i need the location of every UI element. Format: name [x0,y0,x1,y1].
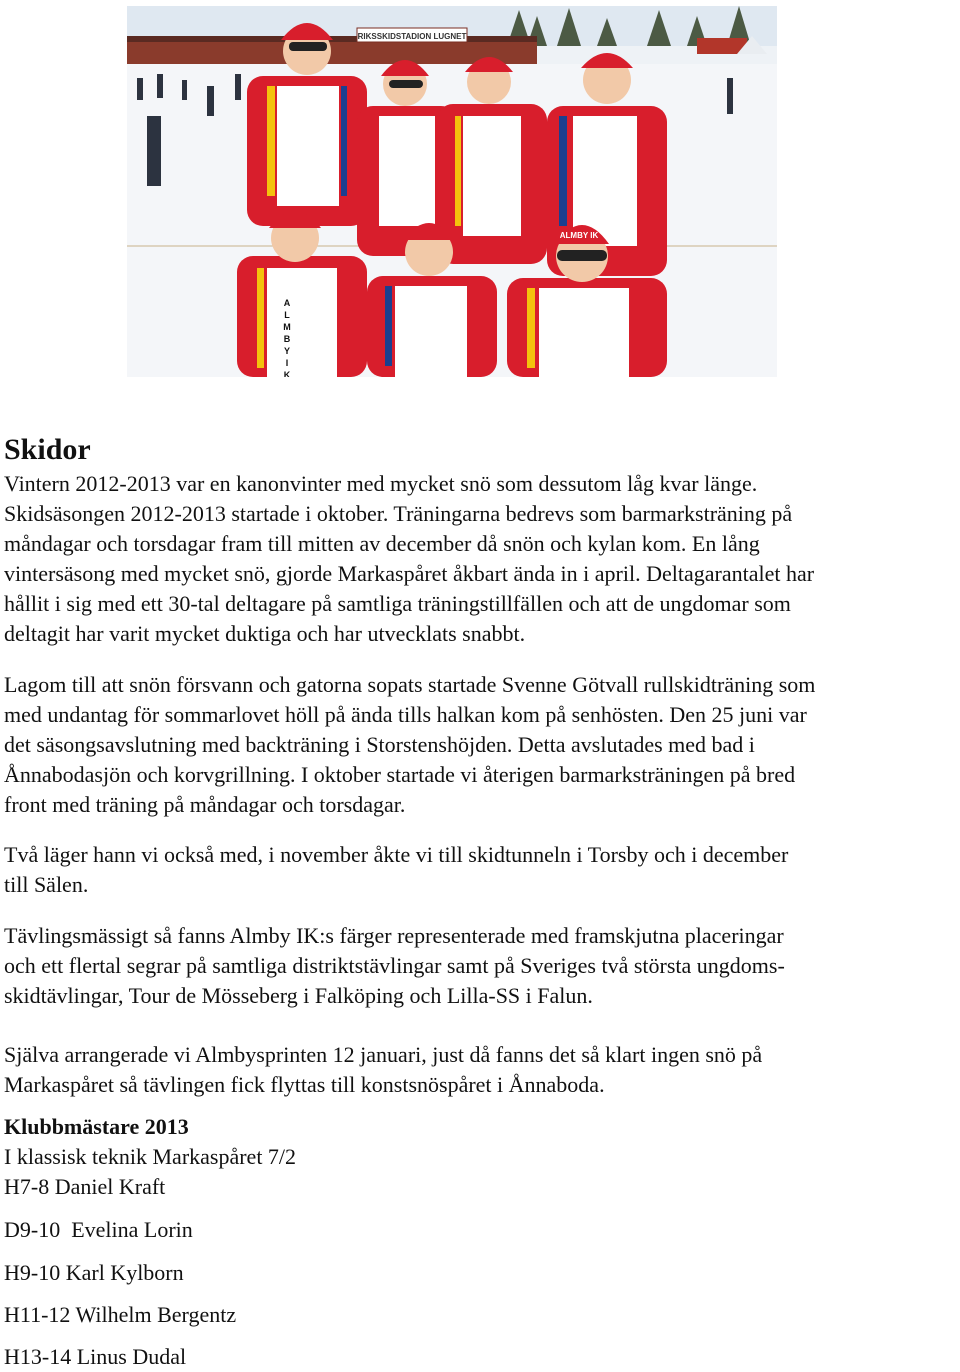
cap-text: ALMBY IK [559,231,599,240]
paragraph-5 [4,1040,762,1100]
club-subheading: I klassisk teknik Markaspåret 7/2 [4,1144,297,1169]
jacket-letter: Y [283,346,291,356]
text-line: deltagit har varit mycket duktiga och har utvecklats snabbt. [4,621,526,646]
text-line: det säsongsavslutning med backträning i Storstenshöjden. Detta avslutades med bad i [4,732,755,757]
jacket-letter: B [283,334,291,344]
text-line: front med träning på måndagar och torsdagar. [4,792,406,817]
result-item: H7-8 Daniel Kraft [4,1174,166,1199]
jacket-letter: A [283,298,291,308]
text-line: måndagar och torsdagar fram till mitten av december då snön och kylan kom. En lång [4,531,760,556]
text-line: Själva arrangerade vi Almbysprinten 12 januari, just då fanns det så klart ingen snö på [4,1042,763,1067]
text-line: med undantag för sommarlovet höll på ända tills halkan kom på senhösten. Den 25 juni var [4,702,807,727]
team-photo-icon [127,6,777,377]
paragraph-4 [4,921,785,1011]
text-line: hållit i sig med ett 30-tal deltagare på samtliga träningstillfällen och att de ungdomar som [4,591,791,616]
text-line: till Sälen. [4,872,89,897]
article-title-block [4,432,91,468]
result-item: D9-10 Evelina Lorin [4,1217,193,1242]
result-item: H13-14 Linus Dudal [4,1344,187,1369]
text-line: Markaspåret så tävlingen fick flyttas till konstsnöspåret i Ånnaboda. [4,1072,605,1097]
text-line: och ett flertal segrar på samtliga distriktstävlingar samt på Sveriges två största ungdoms- [4,953,785,978]
paragraph-2 [4,670,815,820]
result-item: H9-10 Karl Kylborn [4,1260,184,1285]
text-line: Ånnabodasjön och korvgrillning. I oktober startade vi återigen barmarksträningen på bred [4,762,796,787]
text-line: Skidsäsongen 2012-2013 startade i oktober. Träningarna bedrevs som barmarksträning på [4,501,793,526]
paragraph-3 [4,840,788,900]
jacket-letter: I [285,358,289,368]
result-item: H11-12 Wilhelm Bergentz [4,1302,237,1327]
text-line: Två läger hann vi också med, i november åkte vi till skidtunneln i Torsby och i december [4,842,789,867]
jacket-letter: K [283,370,291,377]
text-line: Vintern 2012-2013 var en kanonvinter med mycket snö som dessutom låg kvar länge. [4,471,758,496]
text-line: Tävlingsmässigt så fanns Almby IK:s färger representerade med framskjutna placeringar [4,923,784,948]
text-line: vintersäsong med mycket snö, gjorde Markaspåret åkbart ända in i april. Deltagarantalet har [4,561,815,586]
stadium-sign: RIKSSKIDSTADION LUGNET [357,32,467,41]
paragraph-1 [4,469,814,649]
text-line: skidtävlingar, Tour de Mösseberg i Falköping och Lilla-SS i Falun. [4,983,593,1008]
club-heading: Klubbmästare 2013 [4,1114,189,1139]
jacket-letter: M [283,322,291,332]
club-champions [4,1112,296,1172]
team-photo [127,6,777,377]
text-line: Lagom till att snön försvann och gatorna sopats startade Svenne Götvall rullskidträning som [4,672,816,697]
jacket-letter: L [284,310,290,320]
page-title: Skidor [4,433,91,466]
